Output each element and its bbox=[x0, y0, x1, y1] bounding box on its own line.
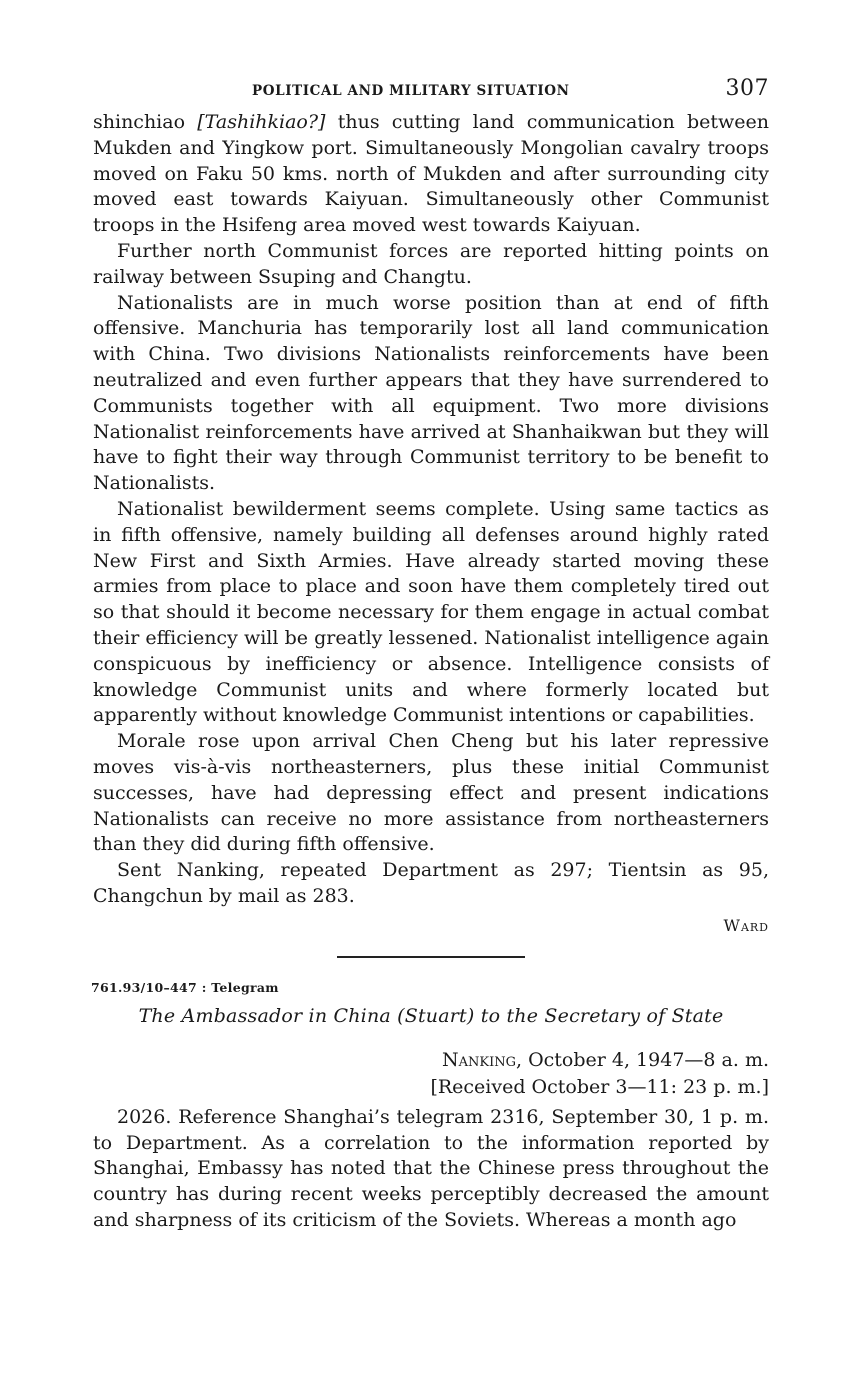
running-header bbox=[93, 76, 769, 110]
received-line: [Received October 3—11: 23 p. m.] bbox=[430, 1075, 769, 1098]
dateline bbox=[93, 1047, 769, 1074]
signature: Ward bbox=[723, 915, 769, 935]
document-page bbox=[93, 76, 769, 1234]
section-divider bbox=[337, 956, 525, 958]
dateline-place: Nanking bbox=[441, 1048, 516, 1071]
paragraph-5: Morale rose upon arrival Chen Cheng but his later repressive moves vis-à-vis northeasterners, plus these initial Communist successes, have had depressing effect and present indications Nationalists can receive no more assistance from northeasterners than they did during fifth offensive. bbox=[93, 730, 769, 856]
paragraph-1-pre: shinchiao bbox=[93, 111, 198, 133]
paragraph-6: Sent Nanking, repeated Department as 297; Tientsin as 95, Changchun by mail as 283. bbox=[93, 859, 769, 907]
file-reference: 761.93/10–447 : Telegram bbox=[91, 979, 279, 995]
page-number: 307 bbox=[725, 76, 769, 101]
paragraph-4: Nationalist bewilderment seems complete. Using same tactics as in fifth offensive, namely building all defenses around highly rated New First and Sixth Armies. Have already started moving these armies from place to place and soon have them completely tired out so that should it become necessary for them engage in actual combat their efficiency will be greatly lessened. Nationalist intelligence again conspicuous by inefficiency or absence. Intelligence consists of knowledge Communist units and where formerly located but apparently without knowledge Communist intentions or capabilities. bbox=[93, 497, 769, 727]
telegram-body: 2026. Reference Shanghai’s telegram 2316, September 30, 1 p. m. to Department. As a correlation to the information reported by Shanghai, Embassy has noted that the Chinese press throughout the country has during recent weeks perceptibly decreased the amount and sharpness of its criticism of the Soviets. Whereas a month ago bbox=[93, 1105, 769, 1231]
document-title: The Ambassador in China (Stuart) to the Secretary of State bbox=[138, 1004, 724, 1027]
dateline-date: , October 4, 1947—8 a. m. bbox=[515, 1048, 769, 1071]
paragraph-1-post: thus cutting land communication between Mukden and Yingkow port. Simultaneously Mongolian cavalry troops moved on Faku 50 kms. north of Mukden and after surrounding city moved east towards Kaiyuan. Simultaneously other Communist troops in the Hsifeng area moved west towards Kaiyuan. bbox=[93, 111, 769, 237]
paragraph-1-italic: [Tashihkiao?] bbox=[197, 111, 326, 133]
running-title: POLITICAL AND MILITARY SITUATION bbox=[252, 83, 570, 99]
paragraph-2: Further north Communist forces are reported hitting points on railway between Ssuping and Changtu. bbox=[93, 239, 769, 288]
paragraph-1 bbox=[93, 110, 769, 239]
paragraph-3: Nationalists are in much worse position than at end of fifth offensive. Manchuria has temporarily lost all land communication with China. Two divisions Nationalists reinforcements have been neutralized and even further appears that they have surrendered to Communists together with all equipment. Two more divisions Nationalist reinforcements have arrived at Shanhaikwan but they will have to fight their way through Communist territory to be benefit to Nationalists. bbox=[93, 291, 769, 495]
